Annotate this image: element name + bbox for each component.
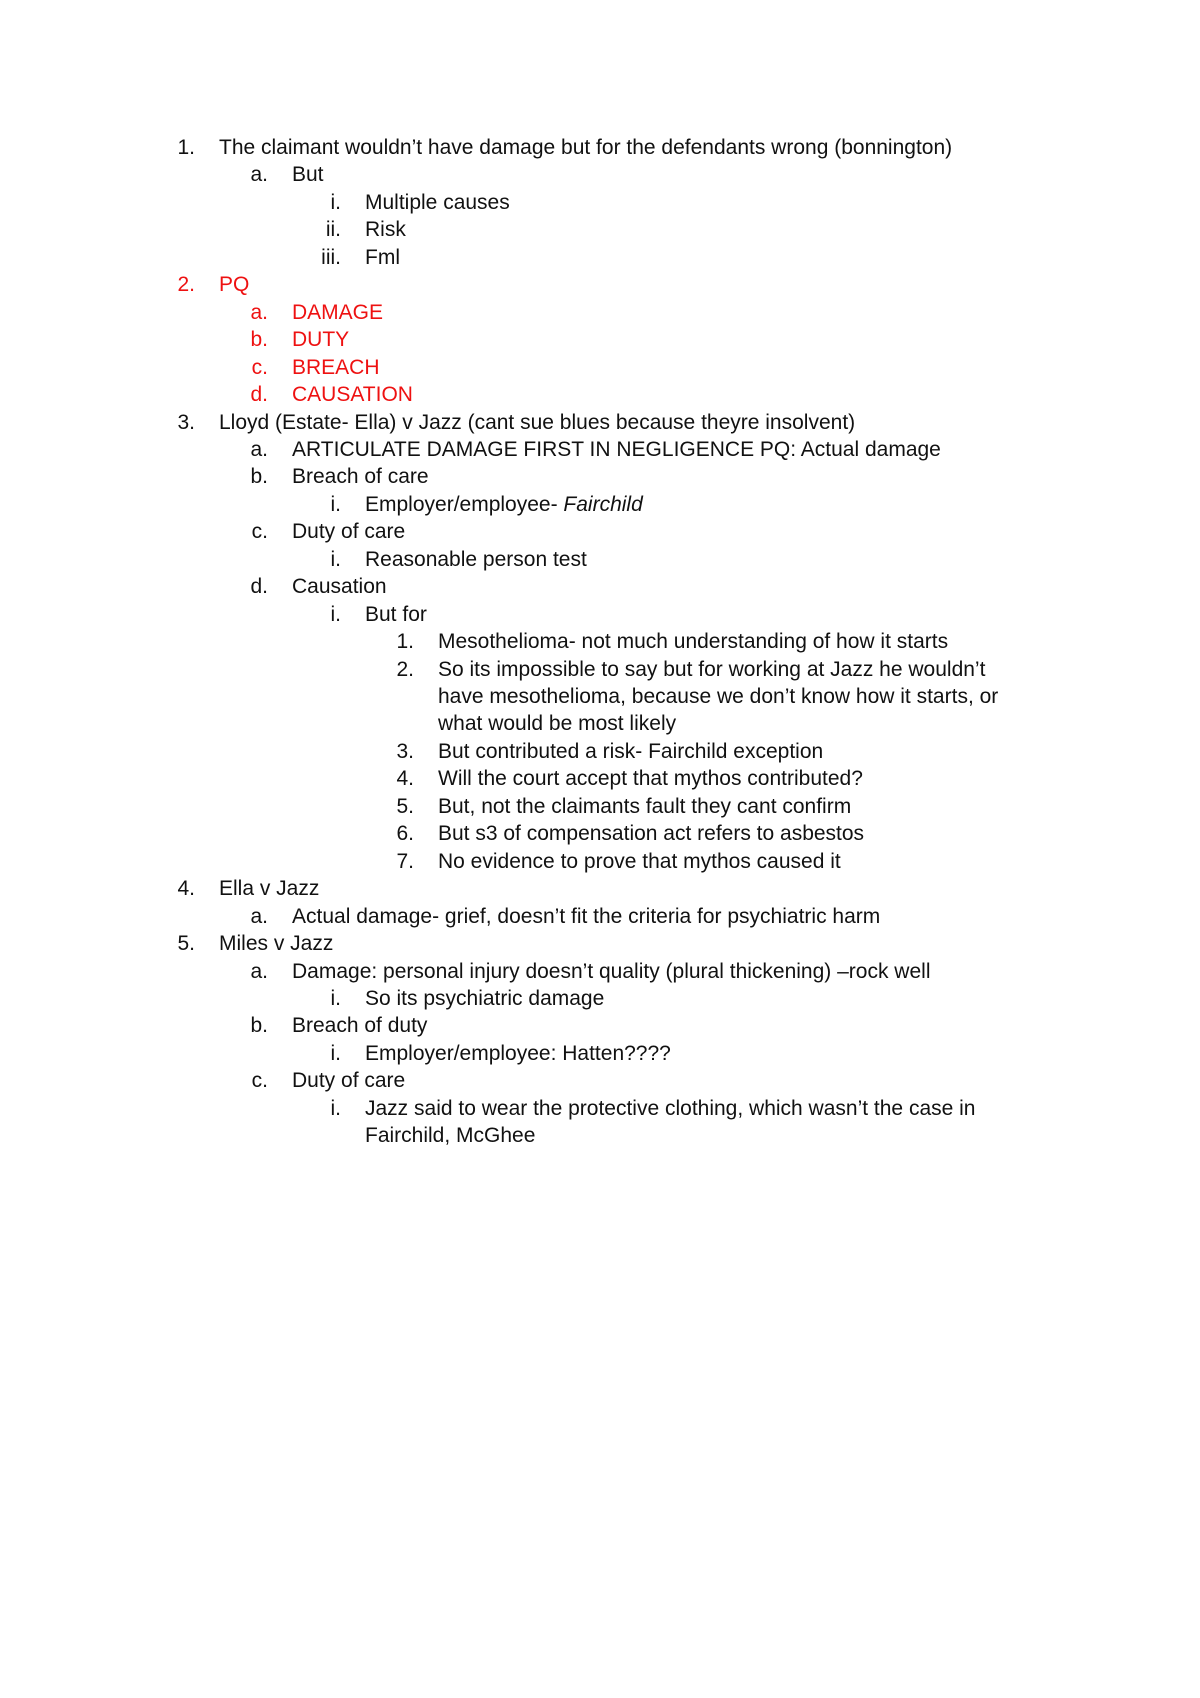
list-item-text: PQ	[219, 273, 250, 297]
list-item-level-4	[0, 682, 1200, 712]
list-item-text: The claimant wouldn’t have damage but for the defendants wrong (bonnington)	[219, 136, 953, 159]
list-item-text: Multiple causes	[365, 190, 510, 214]
list-marker: i.	[330, 602, 341, 626]
list-marker: i.	[330, 492, 341, 516]
list-item-level-2	[0, 298, 1200, 328]
list-item-text: So its impossible to say but for working at Jazz he wouldn’t	[438, 657, 986, 681]
list-item-text: Jazz said to wear the protective clothing, which wasn’t the case in	[365, 1096, 976, 1120]
list-item-level-2	[0, 517, 1200, 547]
list-item-text: Actual damage- grief, doesn’t fit the criteria for psychiatric harm	[292, 904, 881, 928]
list-item-text: Duty of care	[292, 520, 406, 544]
list-item-level-3	[0, 490, 1200, 520]
list-item-text: DUTY	[292, 328, 350, 352]
list-item-text: Will the court accept that mythos contributed?	[438, 767, 863, 791]
list-item-level-3	[0, 545, 1200, 575]
list-item-level-4	[0, 737, 1200, 767]
list-item-level-2	[0, 1011, 1200, 1041]
list-marker: b.	[250, 465, 268, 489]
list-marker: a.	[250, 904, 268, 928]
list-item-level-1	[0, 133, 1200, 163]
list-item-text: have mesothelioma, because we don’t know how it starts, or	[438, 685, 999, 708]
list-marker: 1.	[396, 630, 414, 654]
list-item-level-3	[0, 188, 1200, 218]
list-item-level-4	[0, 709, 1200, 739]
list-item-level-4	[0, 655, 1200, 685]
list-item-text: Breach of care	[292, 465, 429, 489]
list-marker: 7.	[396, 849, 414, 873]
list-marker: c.	[251, 520, 268, 544]
list-item-level-2	[0, 160, 1200, 190]
list-marker: 2.	[396, 657, 414, 681]
list-item-text: Risk	[365, 218, 406, 242]
list-item-level-3	[0, 1121, 1200, 1151]
list-item-level-2	[0, 902, 1200, 932]
list-item-level-2	[0, 1066, 1200, 1096]
list-marker: 1.	[177, 136, 195, 159]
list-item-level-4	[0, 847, 1200, 877]
list-item-text: Employer/employee: Hatten????	[365, 1041, 671, 1065]
list-item-text: So its psychiatric damage	[365, 986, 605, 1010]
list-marker: d.	[250, 383, 268, 407]
list-item-text: But	[292, 163, 324, 187]
list-marker: i.	[330, 986, 341, 1010]
list-item-level-3	[0, 243, 1200, 273]
list-marker: a.	[250, 437, 268, 461]
list-item-text: Lloyd (Estate- Ella) v Jazz (cant sue blues because theyre insolvent)	[219, 410, 856, 434]
list-item-level-1	[0, 929, 1200, 959]
list-item-level-3	[0, 215, 1200, 245]
list-marker: c.	[251, 355, 268, 379]
list-marker: c.	[251, 1069, 268, 1093]
list-item-level-4	[0, 764, 1200, 794]
list-item-level-1	[0, 874, 1200, 904]
list-item-level-2	[0, 353, 1200, 383]
list-marker: i.	[330, 1041, 341, 1065]
list-item-level-1	[0, 270, 1200, 300]
list-marker: a.	[250, 300, 268, 324]
list-item-level-4	[0, 627, 1200, 657]
list-item-text: Reasonable person test	[365, 547, 587, 571]
list-marker: b.	[250, 328, 268, 352]
list-item-text: Damage: personal injury doesn’t quality (plural thickening) –rock well	[292, 959, 931, 983]
list-marker: a.	[250, 959, 268, 983]
list-item-level-3	[0, 1094, 1200, 1124]
list-item-level-2	[0, 435, 1200, 465]
list-marker: b.	[250, 1014, 268, 1038]
list-item-text: Breach of duty	[292, 1014, 428, 1038]
list-marker: 3.	[177, 410, 195, 434]
list-marker: 3.	[396, 739, 414, 763]
list-item-level-4	[0, 792, 1200, 822]
list-item-text: But, not the claimants fault they cant confirm	[438, 794, 852, 818]
list-item-level-3	[0, 984, 1200, 1014]
list-item-text: But s3 of compensation act refers to asbestos	[438, 822, 865, 846]
list-item-text: No evidence to prove that mythos caused it	[438, 849, 841, 873]
list-item-text: CAUSATION	[292, 383, 413, 407]
list-marker: i.	[330, 190, 341, 214]
list-item-text: what would be most likely	[438, 712, 677, 736]
list-marker: 4.	[177, 877, 195, 901]
list-item-text: ARTICULATE DAMAGE FIRST IN NEGLIGENCE PQ: Actual damage	[292, 437, 941, 461]
list-item-level-3	[0, 1039, 1200, 1069]
list-item-text: Mesothelioma- not much understanding of how it starts	[438, 630, 949, 654]
list-item-text: Fml	[365, 245, 400, 269]
list-item-text: Causation	[292, 575, 387, 599]
list-item-level-2	[0, 462, 1200, 492]
list-item-level-2	[0, 380, 1200, 410]
list-item-text-prefix: Employer/employee-	[365, 492, 564, 516]
list-marker: 2.	[177, 273, 195, 297]
list-item-text: DAMAGE	[292, 300, 384, 324]
list-item-text	[365, 490, 643, 520]
list-marker: a.	[250, 163, 268, 187]
list-marker: 5.	[177, 932, 195, 956]
list-marker: 6.	[396, 822, 414, 846]
list-item-level-2	[0, 572, 1200, 602]
list-marker: 4.	[396, 767, 414, 791]
list-marker: d.	[250, 575, 268, 599]
list-item-text: But for	[365, 602, 427, 626]
list-marker: ii.	[325, 218, 341, 242]
list-marker: i.	[330, 547, 341, 571]
list-item-text: Duty of care	[292, 1069, 406, 1093]
list-item-text: But contributed a risk- Fairchild exception	[438, 739, 824, 763]
list-item-text: BREACH	[292, 355, 380, 379]
list-item-level-1	[0, 408, 1200, 438]
case-name-italic: Fairchild	[563, 492, 643, 516]
list-item-text: Ella v Jazz	[219, 877, 320, 901]
list-item-text: Miles v Jazz	[219, 932, 334, 956]
list-marker: iii.	[321, 245, 341, 269]
list-marker: i.	[330, 1096, 341, 1120]
list-item-level-2	[0, 325, 1200, 355]
list-item-text: Fairchild, McGhee	[365, 1124, 536, 1148]
list-item-level-4	[0, 819, 1200, 849]
list-item-level-3	[0, 600, 1200, 630]
list-item-level-2	[0, 957, 1200, 987]
list-marker: 5.	[396, 794, 414, 818]
